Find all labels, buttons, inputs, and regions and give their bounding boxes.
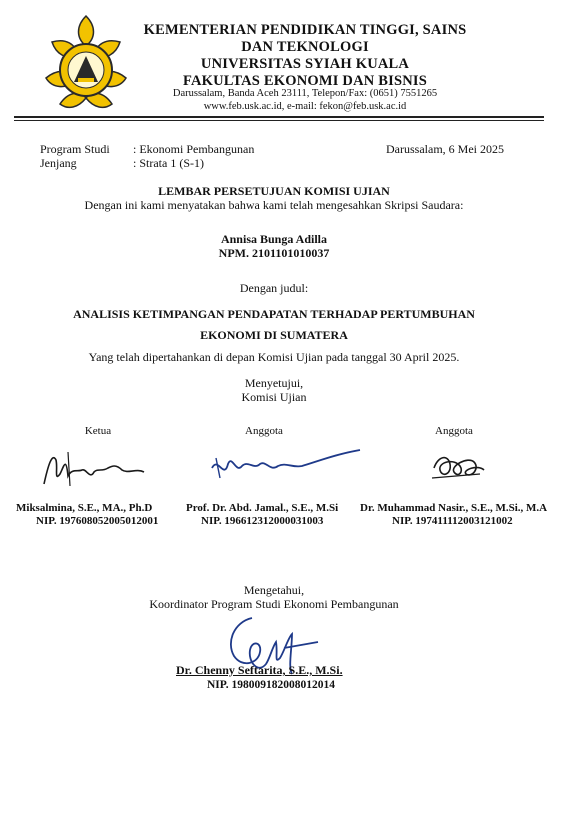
anggota-2-nip: NIP. 197411112003121002	[392, 515, 513, 527]
anggota-2-name: Dr. Muhammad Nasir., S.E., M.Si., M.A	[360, 502, 548, 514]
level-label: Jenjang	[40, 156, 77, 170]
anggota-1-nip: NIP. 196612312000031003	[201, 515, 324, 527]
coordinator-title: Koordinator Program Studi Ekonomi Pembangunan	[149, 597, 399, 611]
university-logo	[38, 12, 134, 112]
level-value: : Strata 1 (S-1)	[133, 156, 204, 170]
role-anggota-2: Anggota	[435, 425, 473, 437]
acknowledged-label: Mengetahui,	[243, 583, 305, 597]
defended-text: Yang telah dipertahankan di depan Komisi Ujian pada tanggal 30 April 2025.	[88, 350, 460, 364]
ketua-nip: NIP. 197608052005012001	[36, 515, 159, 527]
coordinator-name: Dr. Chenny Seftarita, S.E., M.Si.	[176, 663, 343, 677]
role-anggota-1: Anggota	[245, 425, 283, 437]
signature-anggota-2	[428, 448, 488, 489]
header-rule-thick	[14, 116, 544, 118]
coordinator-nip: NIP. 198009182008012014	[207, 679, 335, 691]
thesis-title-line1: ANALISIS KETIMPANGAN PENDAPATAN TERHADAP PERTUMBUHAN	[73, 307, 475, 321]
faculty-name: FAKULTAS EKONOMI DAN BISNIS	[182, 73, 428, 89]
document-title: LEMBAR PERSETUJUAN KOMISI UJIAN	[158, 184, 390, 198]
web-email: www.feb.usk.ac.id, e-mail: fekon@feb.usk.ac.id	[203, 101, 407, 112]
program-value: : Ekonomi Pembangunan	[133, 142, 255, 156]
program-label: Program Studi	[40, 142, 110, 156]
committee-label: Komisi Ujian	[241, 390, 307, 404]
student-name: Annisa Bunga Adilla	[220, 232, 328, 246]
student-npm: NPM. 2101101010037	[218, 246, 330, 260]
intro-text: Dengan ini kami menyatakan bahwa kami telah mengesahkan Skripsi Saudara:	[84, 198, 464, 212]
thesis-title-line2: EKONOMI DI SUMATERA	[200, 328, 348, 342]
header-rule-thin	[14, 120, 544, 121]
letter-date: Darussalam, 6 Mei 2025	[386, 142, 504, 156]
judul-label: Dengan judul:	[239, 281, 309, 295]
role-ketua: Ketua	[84, 425, 112, 437]
approve-label: Menyetujui,	[244, 376, 304, 390]
signature-anggota-1	[206, 444, 366, 489]
university-name: UNIVERSITAS SYIAH KUALA	[200, 56, 410, 72]
ketua-name: Miksalmina, S.E., MA., Ph.D	[16, 502, 153, 514]
ministry-name-line2: DAN TEKNOLOGI	[241, 39, 369, 55]
ministry-name-line1: KEMENTERIAN PENDIDIKAN TINGGI, SAINS	[143, 22, 467, 38]
anggota-1-name: Prof. Dr. Abd. Jamal., S.E., M.Si	[186, 502, 339, 514]
address: Darussalam, Banda Aceh 23111, Telepon/Fax: (0651) 7551265	[172, 88, 438, 99]
signature-ketua	[38, 446, 148, 497]
